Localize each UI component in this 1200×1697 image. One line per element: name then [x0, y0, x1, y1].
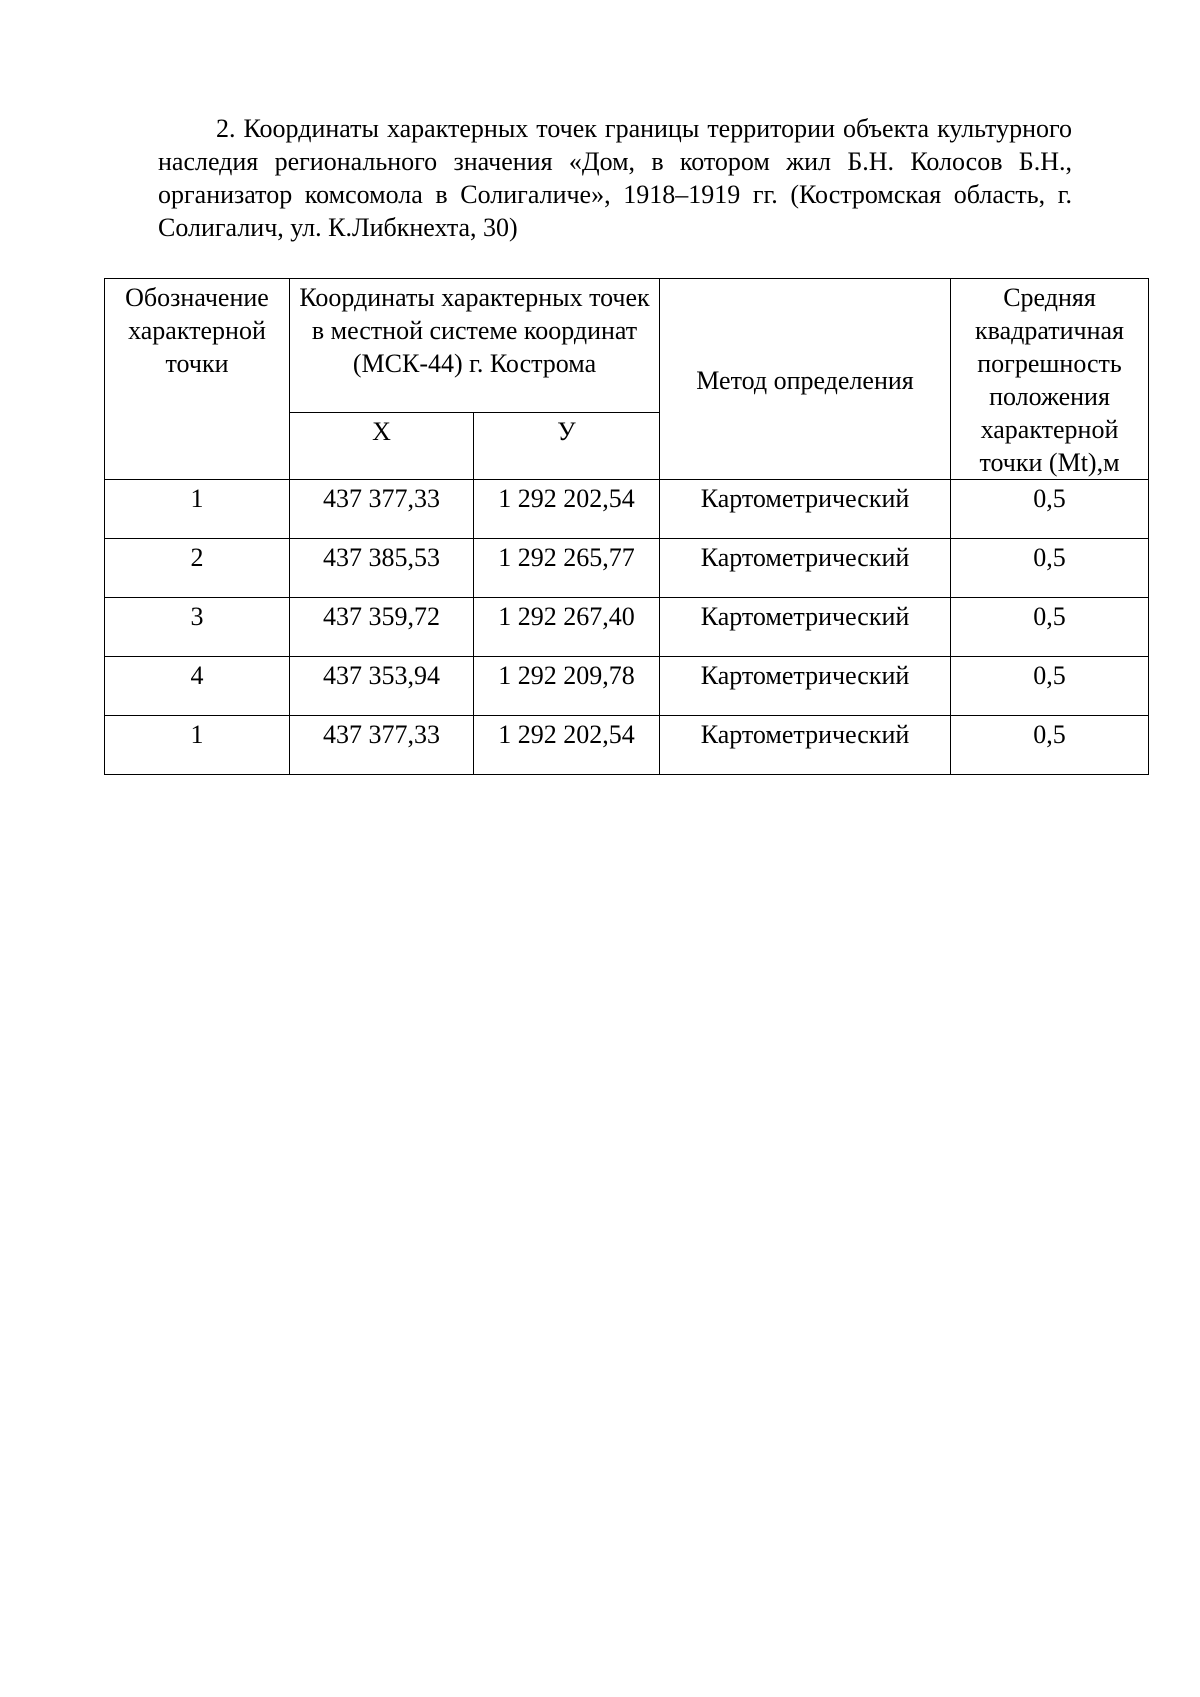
cell-error: 0,5: [951, 598, 1149, 657]
cell-method: Картометрический: [660, 539, 951, 598]
cell-x: 437 385,53: [290, 539, 474, 598]
cell-y: 1 292 209,78: [474, 657, 660, 716]
cell-point: 1: [105, 716, 290, 775]
cell-x: 437 377,33: [290, 716, 474, 775]
cell-point: 2: [105, 539, 290, 598]
cell-method: Картометрический: [660, 480, 951, 539]
cell-y: 1 292 265,77: [474, 539, 660, 598]
cell-error: 0,5: [951, 657, 1149, 716]
table-header: [105, 279, 1149, 480]
header-method: Метод определения: [660, 279, 951, 480]
table-row: [105, 716, 1149, 775]
cell-error: 0,5: [951, 539, 1149, 598]
cell-point: 4: [105, 657, 290, 716]
table-row: [105, 539, 1149, 598]
intro-paragraph: 2. Координаты характерных точек границы территории объекта культурного наследия регионального значения «Дом, в котором жил Б.Н. Колосов Б.Н., организатор комсомола в Солигаличе», 1918–1919 гг. (Костромская область, г. Солигалич, ул. К.Либкнехта, 30): [158, 114, 1072, 242]
cell-method: Картометрический: [660, 598, 951, 657]
cell-y: 1 292 202,54: [474, 480, 660, 539]
cell-y: 1 292 267,40: [474, 598, 660, 657]
cell-x: 437 377,33: [290, 480, 474, 539]
header-y: У: [474, 413, 660, 480]
cell-x: 437 359,72: [290, 598, 474, 657]
cell-point: 3: [105, 598, 290, 657]
cell-y: 1 292 202,54: [474, 716, 660, 775]
header-point-designation: Обозначение характерной точки: [105, 279, 290, 480]
header-error: Средняя квадратичная погрешность положения характерной точки (Mt),м: [951, 279, 1149, 480]
table-row: [105, 480, 1149, 539]
table-row: [105, 598, 1149, 657]
cell-x: 437 353,94: [290, 657, 474, 716]
header-coordinates: Координаты характерных точек в местной системе координат (МСК-44) г. Кострома: [290, 279, 660, 413]
cell-method: Картометрический: [660, 716, 951, 775]
coordinates-table: [104, 278, 1149, 775]
cell-point: 1: [105, 480, 290, 539]
table-row: [105, 657, 1149, 716]
cell-error: 0,5: [951, 716, 1149, 775]
table-body: [105, 480, 1149, 775]
header-x: Х: [290, 413, 474, 480]
cell-error: 0,5: [951, 480, 1149, 539]
cell-method: Картометрический: [660, 657, 951, 716]
